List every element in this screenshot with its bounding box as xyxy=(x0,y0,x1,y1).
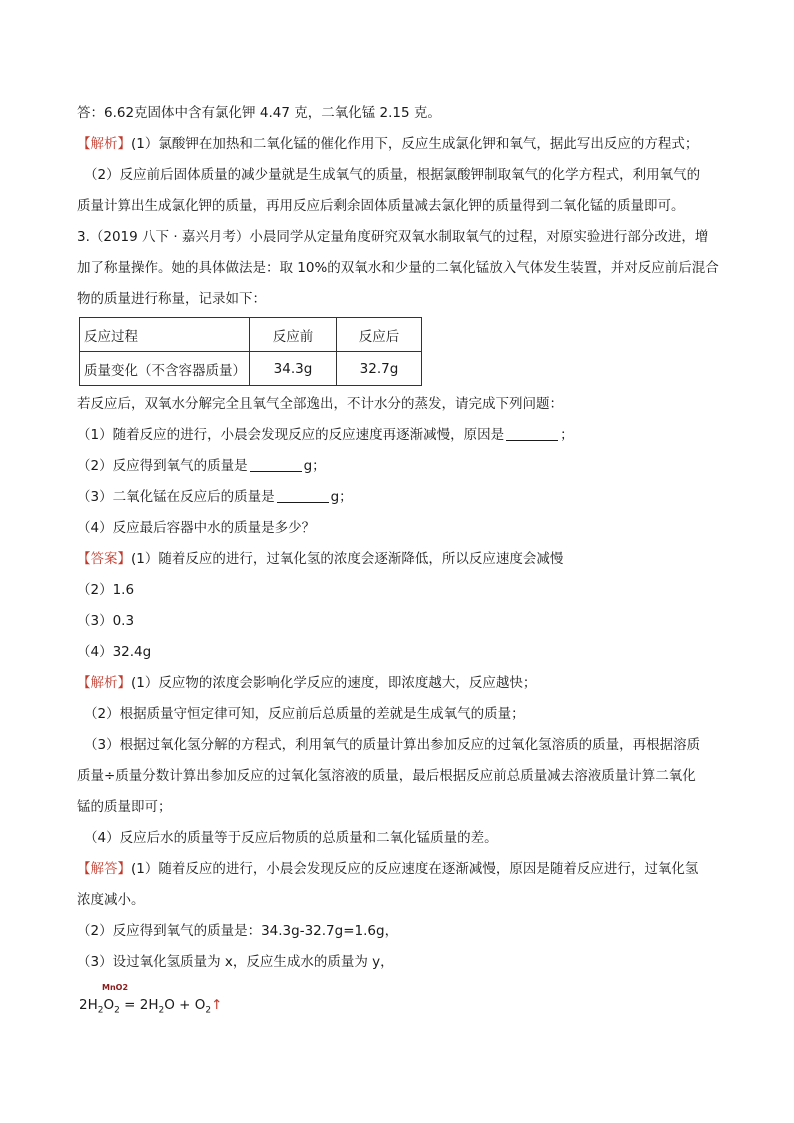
sub-question-1 xyxy=(77,425,734,445)
answer-blank xyxy=(250,457,302,472)
analysis-2: （2）根据质量守恒定律可知，反应前后总质量的差就是生成氧气的质量； xyxy=(84,706,525,722)
sub-question-1-end: ； xyxy=(560,427,574,443)
sub-question-2-text: （2）反应得到氧气的质量是 xyxy=(77,458,248,474)
solution-1a: (1）随着反应的进行，小晨会发现反应的反应速度在逐渐减慢，原因是随着反应进行，过氧化氢 xyxy=(131,861,699,877)
table-row xyxy=(80,318,422,352)
table-cell: 32.7g xyxy=(337,352,422,386)
question-3-line-1: 3.（2019 八下 · 嘉兴月考）小晨同学从定量角度研究双氧水制取氧气的过程，对原实验进行部分改进，增 xyxy=(77,229,709,245)
chemical-equation xyxy=(79,996,222,1020)
table-cell: 34.3g xyxy=(250,352,337,386)
analysis-3b: 质量÷质量分数计算出参加反应的过氧化氢溶液的质量，最后根据反应前总质量减去溶液质量计算二氧化 xyxy=(77,768,696,784)
answer-text: 答：6.62克固体中含有氯化钾 4.47 克，二氧化锰 2.15 克。 xyxy=(77,105,441,121)
eq-part: O + O xyxy=(164,997,206,1013)
sub-question-1-text: （1）随着反应的进行，小晨会发现反应的反应速度再逐渐减慢，原因是 xyxy=(77,427,505,443)
question-3-line-3: 物的质量进行称量，记录如下： xyxy=(77,291,266,307)
answer-blank xyxy=(506,426,558,441)
solution-tag: 【解答】 xyxy=(77,861,131,877)
eq-sub: 2 xyxy=(158,1005,165,1016)
solution-2: （2）反应得到氧气的质量是：34.3g-32.7g=1.6g， xyxy=(77,923,399,939)
eq-sub: 2 xyxy=(97,1005,104,1016)
answer-blank xyxy=(277,488,329,503)
answer-3: （3）0.3 xyxy=(77,613,135,629)
table-cell: 反应后 xyxy=(337,318,422,352)
table-row xyxy=(80,352,422,386)
solution-1b: 浓度减小。 xyxy=(77,892,145,908)
table-cell: 质量变化（不含容器质量） xyxy=(80,352,250,386)
analysis-tag: 【解析】 xyxy=(77,136,131,152)
analysis-line-1 xyxy=(77,134,734,154)
answer-2: （2）1.6 xyxy=(77,582,135,598)
eq-part: O xyxy=(103,997,115,1013)
gas-arrow-icon: ↑ xyxy=(211,997,223,1013)
analysis-text: (1）氯酸钾在加热和二氧化锰的催化作用下，反应生成氯化钾和氧气，据此写出反应的方程式； xyxy=(131,136,699,152)
analysis-line-3: 质量计算出生成氯化钾的质量，再用反应后剩余固体质量减去氯化钾的质量得到二氧化锰的质量即可。 xyxy=(77,198,685,214)
answer-tag: 【答案】 xyxy=(77,551,131,567)
answer-4: （4）32.4g xyxy=(77,644,152,660)
table-cell: 反应前 xyxy=(250,318,337,352)
analysis-section xyxy=(77,673,734,693)
sub-question-3-text: （3）二氧化锰在反应后的质量是 xyxy=(77,489,275,505)
solution-section xyxy=(77,859,734,879)
analysis-4: （4）反应后水的质量等于反应后物质的总质量和二氧化锰质量的差。 xyxy=(84,830,498,846)
eq-sub: 2 xyxy=(114,1005,120,1016)
table-cell: 反应过程 xyxy=(80,318,250,352)
question-3-line-2: 加了称量操作。她的具体做法是：取 10%的双氧水和少量的二氧化锰放入气体发生装置，并对反应前后混合 xyxy=(77,260,719,276)
eq-sign: = xyxy=(119,997,140,1013)
analysis-3c: 锰的质量即可； xyxy=(77,799,172,815)
eq-part: 2H xyxy=(139,997,159,1013)
analysis-3a: （3）根据过氧化氢分解的方程式，利用氧气的质量计算出参加反应的过氧化氢溶质的质量，再根据溶质 xyxy=(84,737,701,753)
eq-sub: 2 xyxy=(205,1005,212,1016)
answer-section xyxy=(77,549,734,569)
mass-table xyxy=(79,317,422,386)
sub-question-3-end: g； xyxy=(330,489,353,505)
answer-line-prev xyxy=(77,103,734,123)
catalyst-label: MnO2 xyxy=(102,983,129,992)
solution-3: （3）设过氧化氢质量为 x，反应生成水的质量为 y， xyxy=(77,954,394,970)
eq-part: 2H xyxy=(79,997,98,1013)
question-condition: 若反应后，双氧水分解完全且氧气全部逸出，不计水分的蒸发，请完成下列问题： xyxy=(77,396,563,412)
sub-question-3 xyxy=(77,487,734,507)
analysis-tag: 【解析】 xyxy=(77,675,131,691)
sub-question-4: （4）反应最后容器中水的质量是多少？ xyxy=(77,520,316,536)
analysis-line-2: （2）反应前后固体质量的减少量就是生成氧气的质量，根据氯酸钾制取氧气的化学方程式，利用氧气的 xyxy=(84,167,701,183)
sub-question-2-end: g； xyxy=(303,458,326,474)
answer-1: (1）随着反应的进行，过氧化氢的浓度会逐渐降低，所以反应速度会减慢 xyxy=(131,551,564,567)
analysis-1: (1）反应物的浓度会影响化学反应的速度，即浓度越大，反应越快； xyxy=(131,675,537,691)
sub-question-2 xyxy=(77,456,734,476)
